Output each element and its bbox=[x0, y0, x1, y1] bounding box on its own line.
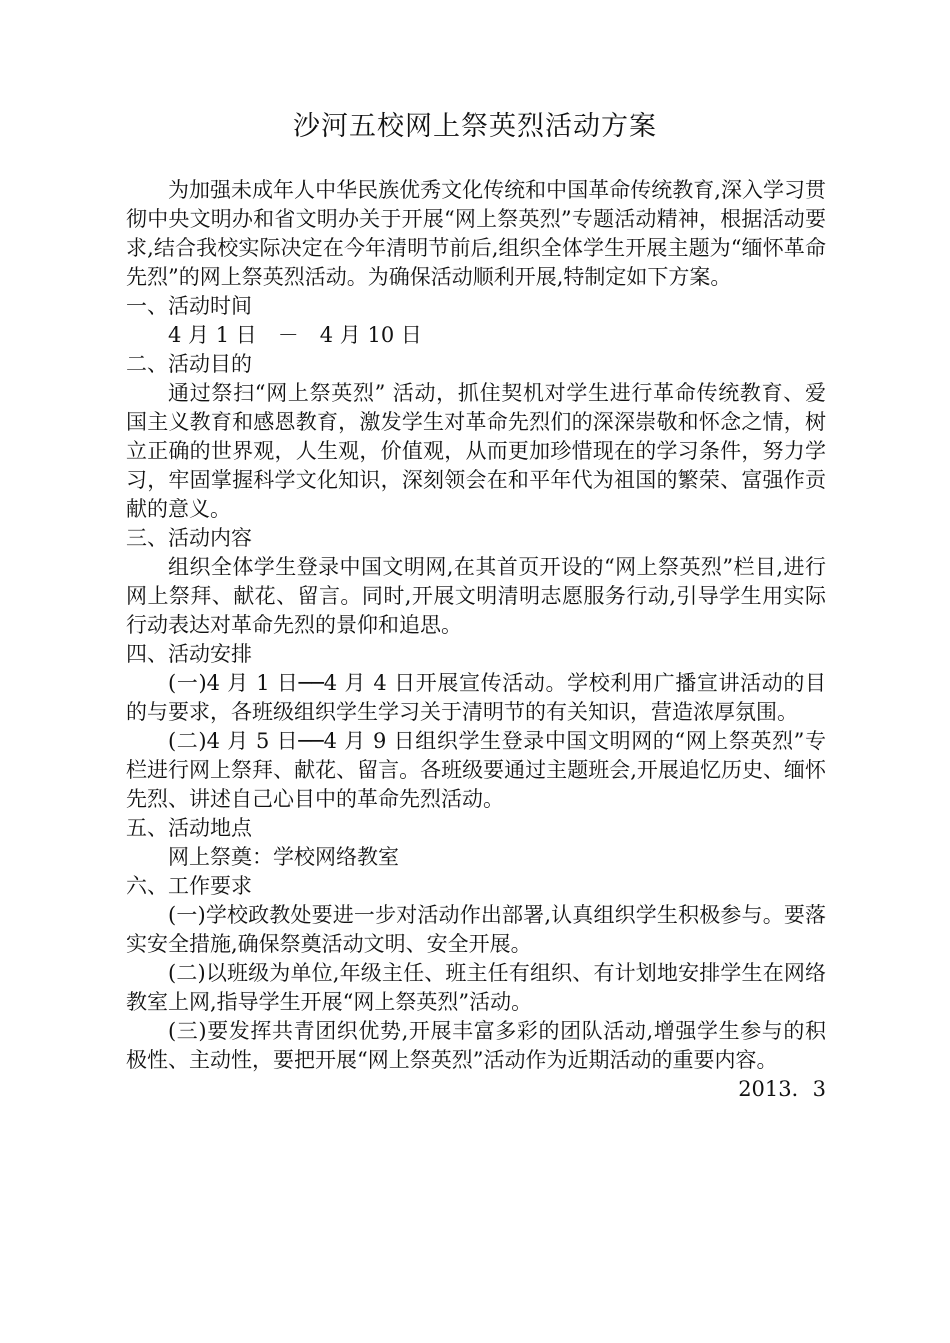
document-title: 沙河五校网上祭英烈活动方案 bbox=[293, 111, 657, 142]
requirement-item-3: (三)要发挥共青团织优势,开展丰富多彩的团队活动,增强学生参与的积极性、主动性，要把开展“网上祭英烈”活动作为近期活动的重要内容。 bbox=[126, 1019, 826, 1072]
section-heading-requirements: 六、工作要求 bbox=[126, 874, 252, 898]
document-body bbox=[126, 176, 826, 1104]
purpose-paragraph: 通过祭扫“网上祭英烈” 活动，抓住契机对学生进行革命传统教育、爱国主义教育和感恩教育，激发学生对革命先烈们的深深崇敬和怀念之情，树立正确的世界观，人生观，价值观，从而更加珍惜现在的学习条件，努力学习，牢固掌握科学文化知识，深刻领会在和平年代为祖国的繁荣、富强作贡献的意义。 bbox=[126, 381, 826, 521]
intro-paragraph: 为加强未成年人中华民族优秀文化传统和中国革命传统教育,深入学习贯彻中央文明办和省文明办关于开展“网上祭英烈”专题活动精神，根据活动要求,结合我校实际决定在今年清明节前后,组织全体学生开展主题为“缅怀革命先烈”的网上祭英烈活动。为确保活动顺利开展,特制定如下方案。 bbox=[126, 178, 826, 289]
section-heading-location: 五、活动地点 bbox=[126, 816, 252, 840]
section-heading-time: 一、活动时间 bbox=[126, 294, 252, 318]
requirement-item-2: (二)以班级为单位,年级主任、班主任有组织、有计划地安排学生在网络教室上网,指导学生开展“网上祭英烈”活动。 bbox=[126, 961, 826, 1014]
section-heading-schedule: 四、活动安排 bbox=[126, 642, 252, 666]
section-heading-purpose: 二、活动目的 bbox=[126, 352, 252, 376]
content-paragraph: 组织全体学生登录中国文明网,在其首页开设的“网上祭英烈”栏目,进行网上祭拜、献花、留言。同时,开展文明清明志愿服务行动,引导学生用实际行动表达对革命先烈的景仰和追思。 bbox=[126, 555, 826, 637]
schedule-item-2: (二)4 月 5 日──4 月 9 日组织学生登录中国文明网的“网上祭英烈”专栏进行网上祭拜、献花、留言。各班级要通过主题班会,开展追忆历史、缅怀先烈、讲述自己心目中的革命先烈活动。 bbox=[126, 729, 826, 811]
document-date: 2013．3 bbox=[738, 1077, 826, 1101]
schedule-item-1: (一)4 月 1 日──4 月 4 日开展宣传活动。学校利用广播宣讲活动的目的与要求，各班级组织学生学习关于清明节的有关知识，营造浓厚氛围。 bbox=[126, 671, 826, 724]
activity-time-range: 4 月 1 日 － 4 月 10 日 bbox=[168, 323, 422, 347]
location-text: 网上祭奠：学校网络教室 bbox=[168, 845, 399, 869]
requirement-item-1: (一)学校政教处要进一步对活动作出部署,认真组织学生积极参与。要落实安全措施,确保祭奠活动文明、安全开展。 bbox=[126, 903, 826, 956]
section-heading-content: 三、活动内容 bbox=[126, 526, 252, 550]
